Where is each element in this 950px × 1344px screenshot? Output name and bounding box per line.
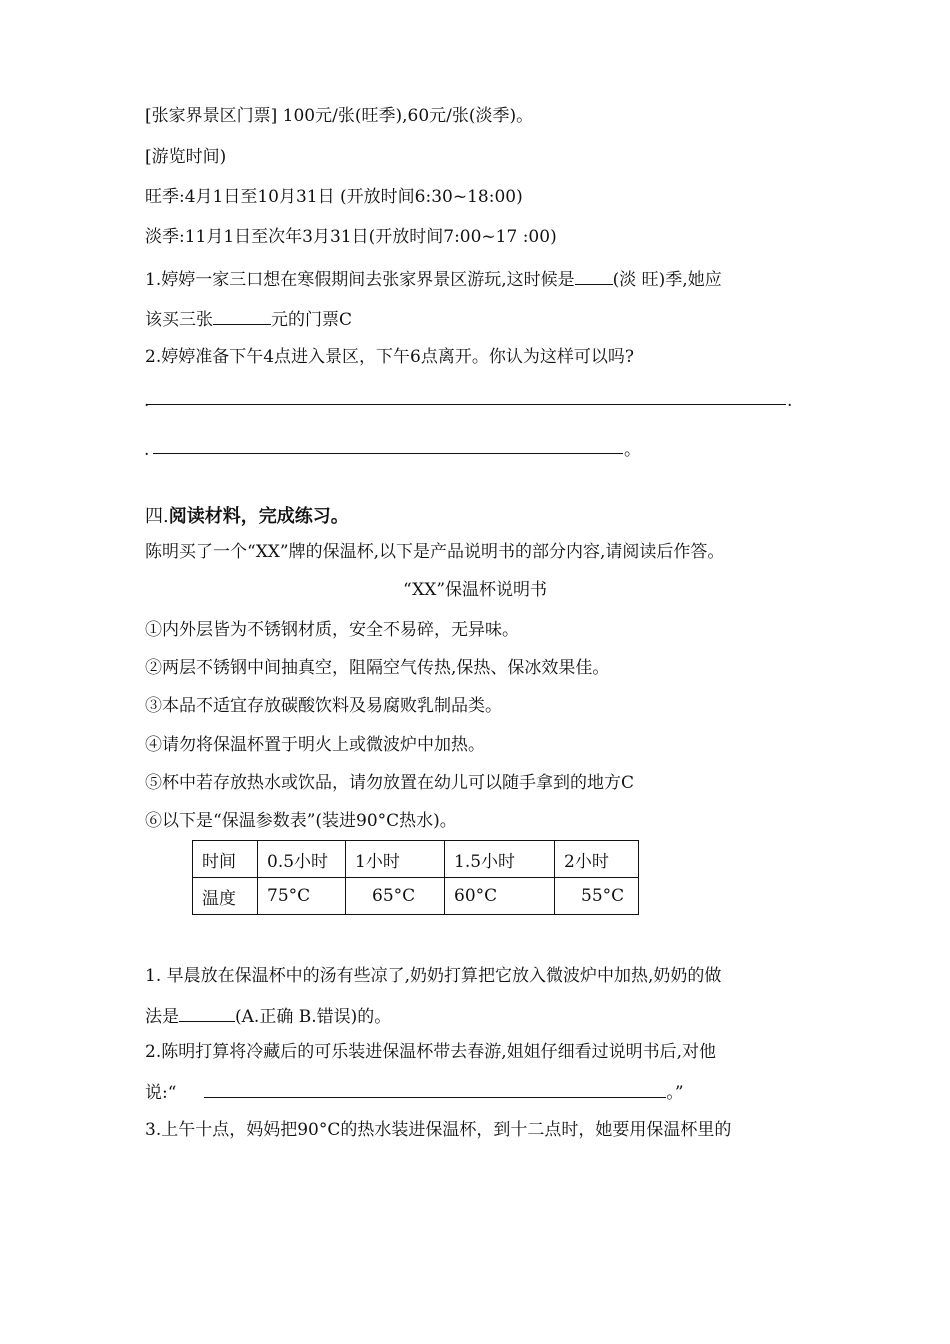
question-4-3: 3.上午十点，妈妈把90°C的热水装进保温杯，到十二点时，她要用保温杯里的 [145,1120,732,1140]
table-cell: 时间 [193,841,258,878]
answer-blank-quote[interactable] [204,1079,666,1098]
question-text: 法是 [145,1007,179,1027]
question-3-1-cont [145,306,352,331]
question-text: (A.正确 B.错误)的。 [235,1007,392,1027]
question-text: 1.婷婷一家三口想在寒假期间去张家界景区游玩,这时候是 [145,270,575,290]
manual-item-3: ③本品不适宜存放碳酸饮料及易腐败乳制品类。 [145,696,502,716]
question-text: 元的门票C [271,310,353,330]
answer-line-1[interactable] [146,404,786,405]
table-cell: 1小时 [346,841,445,878]
insulation-params-table [192,840,639,915]
section-4-intro: 陈明买了一个“XX”牌的保温杯,以下是产品说明书的部分内容,请阅读后作答。 [145,542,725,562]
table-cell: 0.5小时 [258,841,346,878]
section-title: 阅读材料，完成练习。 [168,506,349,527]
question-3-1 [145,266,722,291]
manual-item-6: ⑥以下是“保温参数表”(装进90°C热水)。 [145,811,457,831]
ticket-price-line: [张家界景区门票] 100元/张(旺季),60元/张(淡季)。 [145,106,534,126]
manual-item-5: ⑤杯中若存放热水或饮品，请勿放置在幼儿可以随手拿到的地方C [145,773,635,793]
manual-title: “XX”保温杯说明书 [402,580,548,600]
answer-blank-season[interactable] [575,266,613,285]
question-text: 。” [666,1083,684,1103]
answer-line-1-start: . [144,391,150,411]
answer-line-1-end: . [787,391,793,411]
table-cell: 65°C [346,878,445,915]
question-4-1: 1. 早晨放在保温杯中的汤有些凉了,奶奶打算把它放入微波炉中加热,奶奶的做 [145,966,722,986]
question-4-2-cont [145,1079,684,1104]
question-text: 说:“ [145,1083,177,1103]
answer-line-2-start: . [144,440,150,460]
peak-season-line: 旺季:4月1日至10月31日 (开放时间6:30~18:00) [145,187,523,207]
manual-item-1: ①内外层皆为不锈钢材质，安全不易碎，无异味。 [145,620,519,640]
table-row [193,841,639,878]
answer-blank-price[interactable] [213,306,271,325]
off-season-line: 淡季:11月1日至次年3月31日(开放时间7:00~17 :00) [145,227,557,247]
answer-blank-choice[interactable] [179,1003,235,1022]
question-3-2: 2.婷婷准备下午4点进入景区，下午6点离开。你认为这样可以吗? [145,347,634,367]
table-cell: 55°C [555,878,639,915]
table-row [193,878,639,915]
question-4-1-cont [145,1003,391,1028]
table-cell: 2小时 [555,841,639,878]
section-4-heading [145,505,349,529]
manual-item-2: ②两层不锈钢中间抽真空，阻隔空气传热,保热、保冰效果佳。 [145,658,610,678]
visit-time-header: [游览时间) [145,147,227,167]
answer-line-2-end: 。 [624,440,641,460]
table-cell: 1.5小时 [445,841,555,878]
answer-line-2[interactable] [153,453,623,454]
table-cell: 60°C [445,878,555,915]
table-cell: 温度 [193,878,258,915]
table-cell: 75°C [258,878,346,915]
question-4-2: 2.陈明打算将冷藏后的可乐装进保温杯带去春游,姐姐仔细看过说明书后,对他 [145,1042,717,1062]
question-text: 该买三张 [145,310,213,330]
manual-item-4: ④请勿将保温杯置于明火上或微波炉中加热。 [145,735,485,755]
question-text: (淡 旺)季,她应 [612,270,722,290]
section-number: 四. [145,506,169,527]
